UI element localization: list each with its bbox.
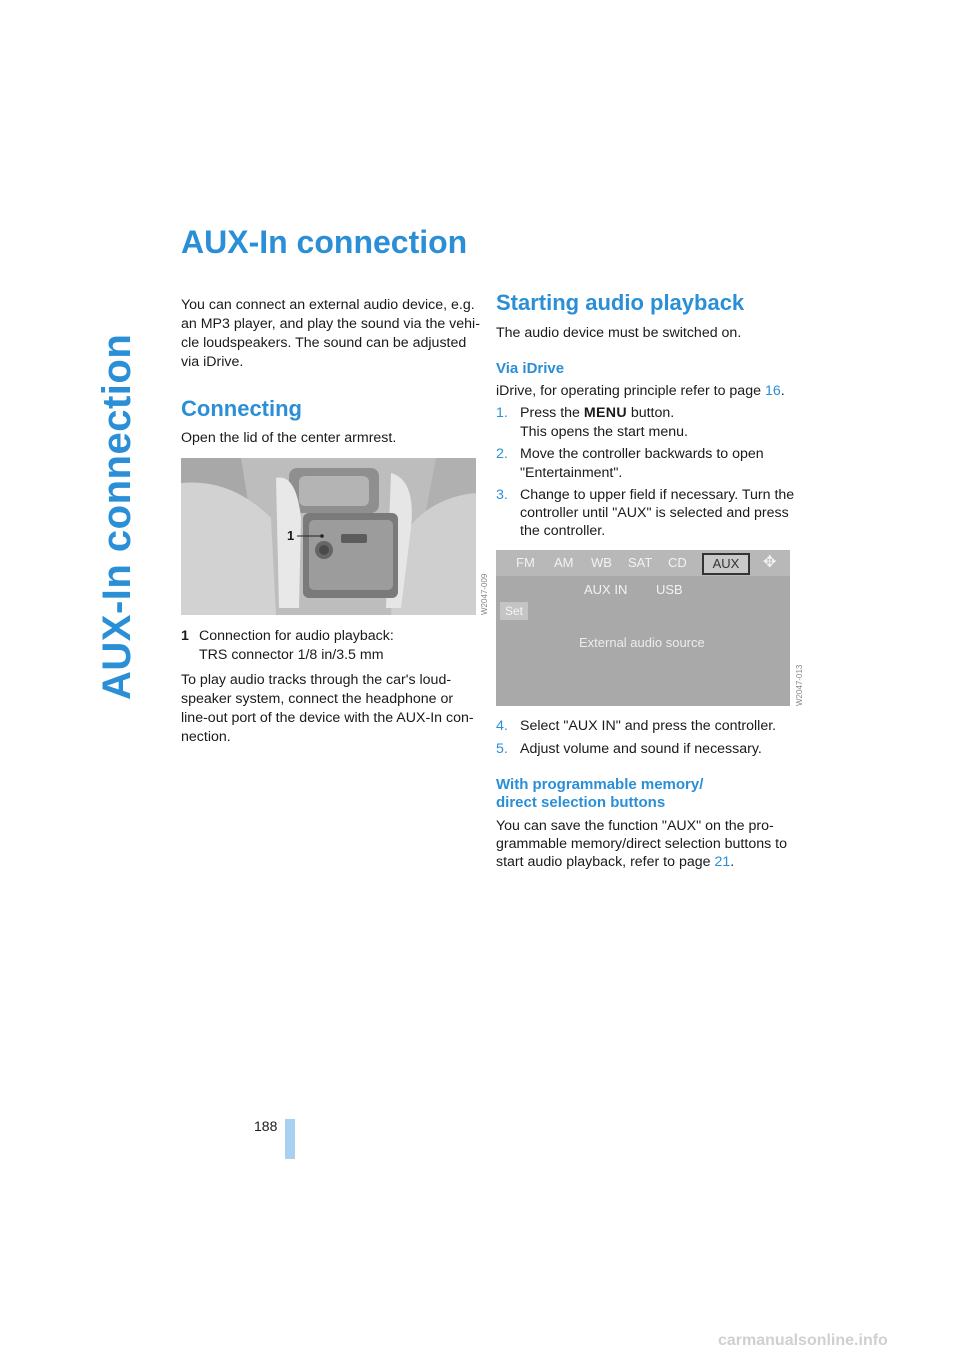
tab-fm[interactable]: FM — [516, 555, 535, 570]
step-text: controller until "AUX" is selected and press — [520, 505, 789, 521]
photo-callout-1: 1 — [287, 528, 295, 543]
body-line: speaker system, connect the headphone or — [181, 691, 454, 707]
intro-line: an MP3 player, and play the sound via the vehi- — [181, 316, 480, 332]
watermark: carmanualsonline.info — [718, 1332, 888, 1349]
center-armrest-illustration — [181, 458, 476, 615]
memory-heading-line: direct selection buttons — [496, 794, 666, 811]
memory-heading — [496, 776, 703, 812]
controller-direction-icon: ✥ — [763, 554, 777, 571]
body-line: nection. — [181, 729, 231, 745]
page-link-21[interactable]: 21 — [714, 854, 731, 870]
step-number: 5. — [496, 741, 508, 757]
connecting-heading: Connecting — [181, 396, 302, 421]
step-number: 2. — [496, 446, 508, 462]
via-idrive-heading: Via iDrive — [496, 360, 565, 377]
legend-number: 1 — [181, 628, 189, 644]
center-armrest-photo — [181, 458, 476, 615]
playback-heading: Starting audio playback — [496, 290, 745, 315]
step-number: 1. — [496, 405, 508, 421]
body-line: line-out port of the device with the AUX-In con- — [181, 710, 474, 726]
step-text: Change to upper field if necessary. Turn the — [520, 487, 795, 503]
body-line: You can save the function "AUX" on the pro- — [496, 818, 774, 834]
intro-line: via iDrive. — [181, 354, 244, 370]
subtab-aux-in[interactable]: AUX IN — [584, 582, 628, 597]
tab-aux-selected[interactable]: AUX — [702, 553, 750, 575]
idrive-aux-screen — [496, 550, 790, 706]
step-text: Adjust volume and sound if necessary. — [520, 741, 762, 757]
body-line: To play audio tracks through the car's loud- — [181, 672, 452, 688]
step-text: the controller. — [520, 523, 606, 539]
page-title: AUX-In connection — [181, 224, 468, 260]
tab-wb[interactable]: WB — [591, 555, 612, 570]
external-audio-message: External audio source — [579, 635, 705, 650]
step-text: button. — [630, 405, 675, 421]
page-link-16[interactable]: 16 — [764, 383, 781, 399]
step-number: 4. — [496, 718, 508, 734]
memory-heading-line: With programmable memory/ — [496, 776, 704, 793]
tab-sat[interactable]: SAT — [628, 555, 653, 570]
legend-line: TRS connector 1/8 in/3.5 mm — [199, 647, 384, 663]
set-button[interactable]: Set — [500, 602, 528, 620]
screen-image-code: W2047-013 — [795, 664, 804, 706]
idrive-reference: iDrive, for operating principle refer to page 16. — [496, 383, 785, 399]
body-line: grammable memory/direct selection buttons to — [496, 836, 787, 852]
connecting-text: Open the lid of the center armrest. — [181, 430, 397, 446]
playback-text: The audio device must be switched on. — [496, 325, 742, 341]
photo-image-code: W2047-009 — [480, 573, 489, 615]
side-chapter-title-text: AUX-In connection — [95, 333, 139, 700]
memory-reference-text: start audio playback, refer to page — [496, 854, 711, 870]
body-line: start audio playback, refer to page 21. — [496, 854, 735, 870]
legend-line: Connection for audio playback: — [199, 628, 394, 644]
intro-line: You can connect an external audio device, e.g. — [181, 297, 475, 313]
subtab-usb[interactable]: USB — [656, 582, 683, 597]
side-chapter-title — [95, 180, 155, 700]
step-text: This opens the start menu. — [520, 424, 688, 440]
tab-am[interactable]: AM — [554, 555, 574, 570]
tab-cd[interactable]: CD — [668, 555, 687, 570]
step-text: "Entertainment". — [520, 465, 623, 481]
step-text: Select "AUX IN" and press the controller. — [520, 718, 777, 734]
step-text: Move the controller backwards to open — [520, 446, 764, 462]
idrive-reference-text: iDrive, for operating principle refer to page — [496, 383, 761, 399]
step-text: Press the — [520, 405, 580, 421]
page-number-bar — [285, 1119, 295, 1159]
step-number: 3. — [496, 487, 508, 503]
page-number: 188 — [254, 1118, 278, 1134]
menu-button-label: MENU — [583, 405, 627, 421]
intro-line: cle loudspeakers. The sound can be adjusted — [181, 335, 467, 351]
